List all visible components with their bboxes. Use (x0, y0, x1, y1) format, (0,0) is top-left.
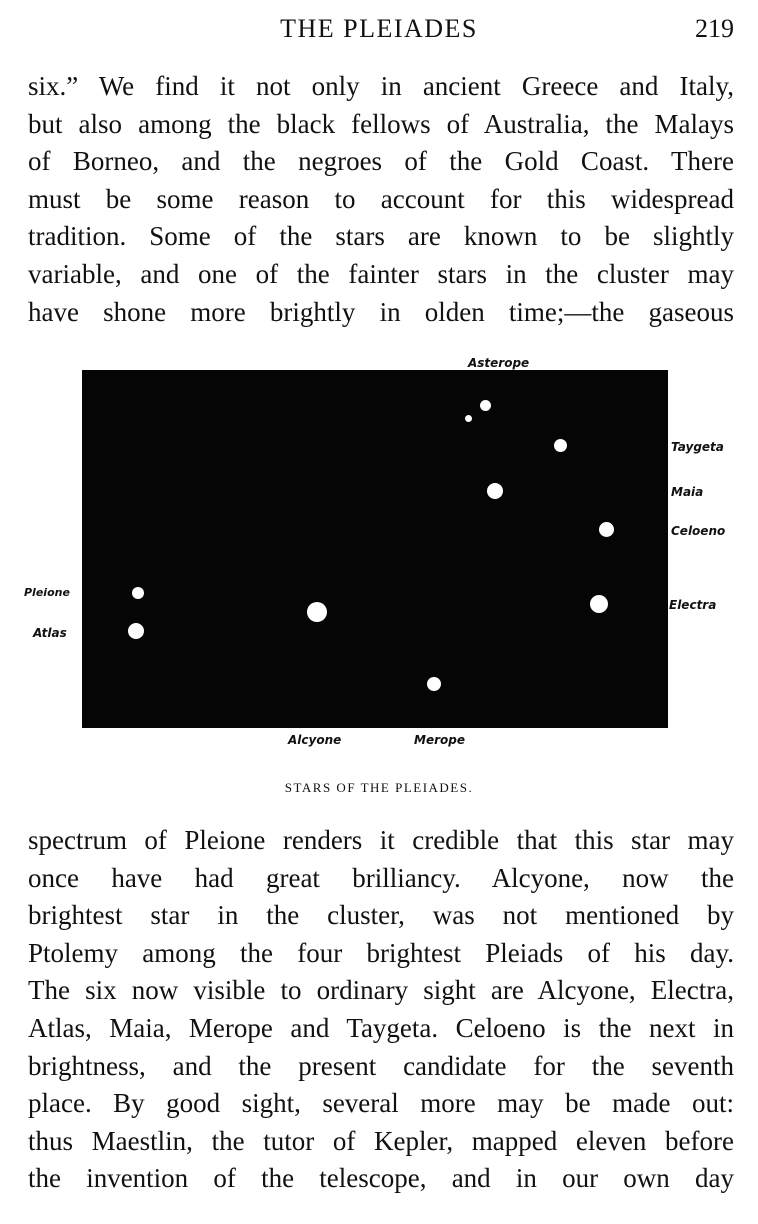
star-merope (427, 677, 441, 691)
label-maia: Maia (671, 485, 704, 499)
page-title: THE PLEIADES (280, 14, 478, 43)
text-line: Ptolemy among the four brightest Pleiads of his day. (28, 937, 734, 968)
text-line: thus Maestlin, the tutor of Kepler, mapped eleven before (28, 1125, 734, 1156)
page-number: 219 (695, 14, 734, 43)
text-line: the invention of the telescope, and in our own day (28, 1163, 734, 1194)
text-line: six.” We find it not only in ancient Greece and Italy, (28, 71, 734, 101)
star-asterope-b (465, 415, 472, 422)
star-maia (487, 483, 503, 499)
label-pleione: Pleione (24, 586, 70, 599)
label-merope: Merope (414, 733, 465, 747)
text-line: must be some reason to account for this widespread (28, 183, 734, 214)
star-asterope-a (480, 400, 491, 411)
paragraph-bottom (28, 822, 734, 1198)
pleiades-star-chart (0, 350, 758, 770)
star-taygeta (554, 439, 567, 452)
label-alcyone: Alcyone (288, 733, 342, 747)
text-line: spectrum of Pleione renders it credible that this star may (28, 825, 734, 855)
label-atlas: Atlas (33, 626, 67, 640)
label-asterope: Asterope (468, 356, 530, 370)
text-line: variable, and one of the fainter stars in the cluster may (28, 258, 734, 289)
text-line: once have had great brilliancy. Alcyone, now the (28, 862, 734, 893)
text-line: have shone more brightly in olden time;—the gaseous (28, 296, 734, 327)
star-atlas (128, 623, 144, 639)
text-line: Atlas, Maia, Merope and Taygeta. Celoeno is the next in (28, 1012, 734, 1043)
star-electra (590, 595, 608, 613)
text-line: place. By good sight, several more may be made out: (28, 1088, 734, 1119)
label-celoeno: Celoeno (671, 524, 726, 538)
star-pleione (132, 587, 144, 599)
paragraph-top (28, 68, 734, 331)
running-head (0, 10, 758, 46)
text-line: brightness, and the present candidate for the seventh (28, 1050, 734, 1081)
text-line: The six now visible to ordinary sight are Alcyone, Electra, (28, 975, 734, 1006)
label-electra: Electra (669, 598, 717, 612)
label-taygeta: Taygeta (671, 440, 724, 454)
star-celoeno (599, 522, 614, 537)
text-line: brightest star in the cluster, was not mentioned by (28, 900, 734, 931)
text-line: tradition. Some of the stars are known to be slightly (28, 221, 734, 252)
text-line: of Borneo, and the negroes of the Gold Coast. There (28, 146, 734, 177)
figure-caption: STARS OF THE PLEIADES. (284, 780, 474, 795)
star-alcyone (307, 602, 327, 622)
star-chart-plate (82, 370, 668, 728)
text-line: but also among the black fellows of Australia, the Malays (28, 108, 734, 139)
